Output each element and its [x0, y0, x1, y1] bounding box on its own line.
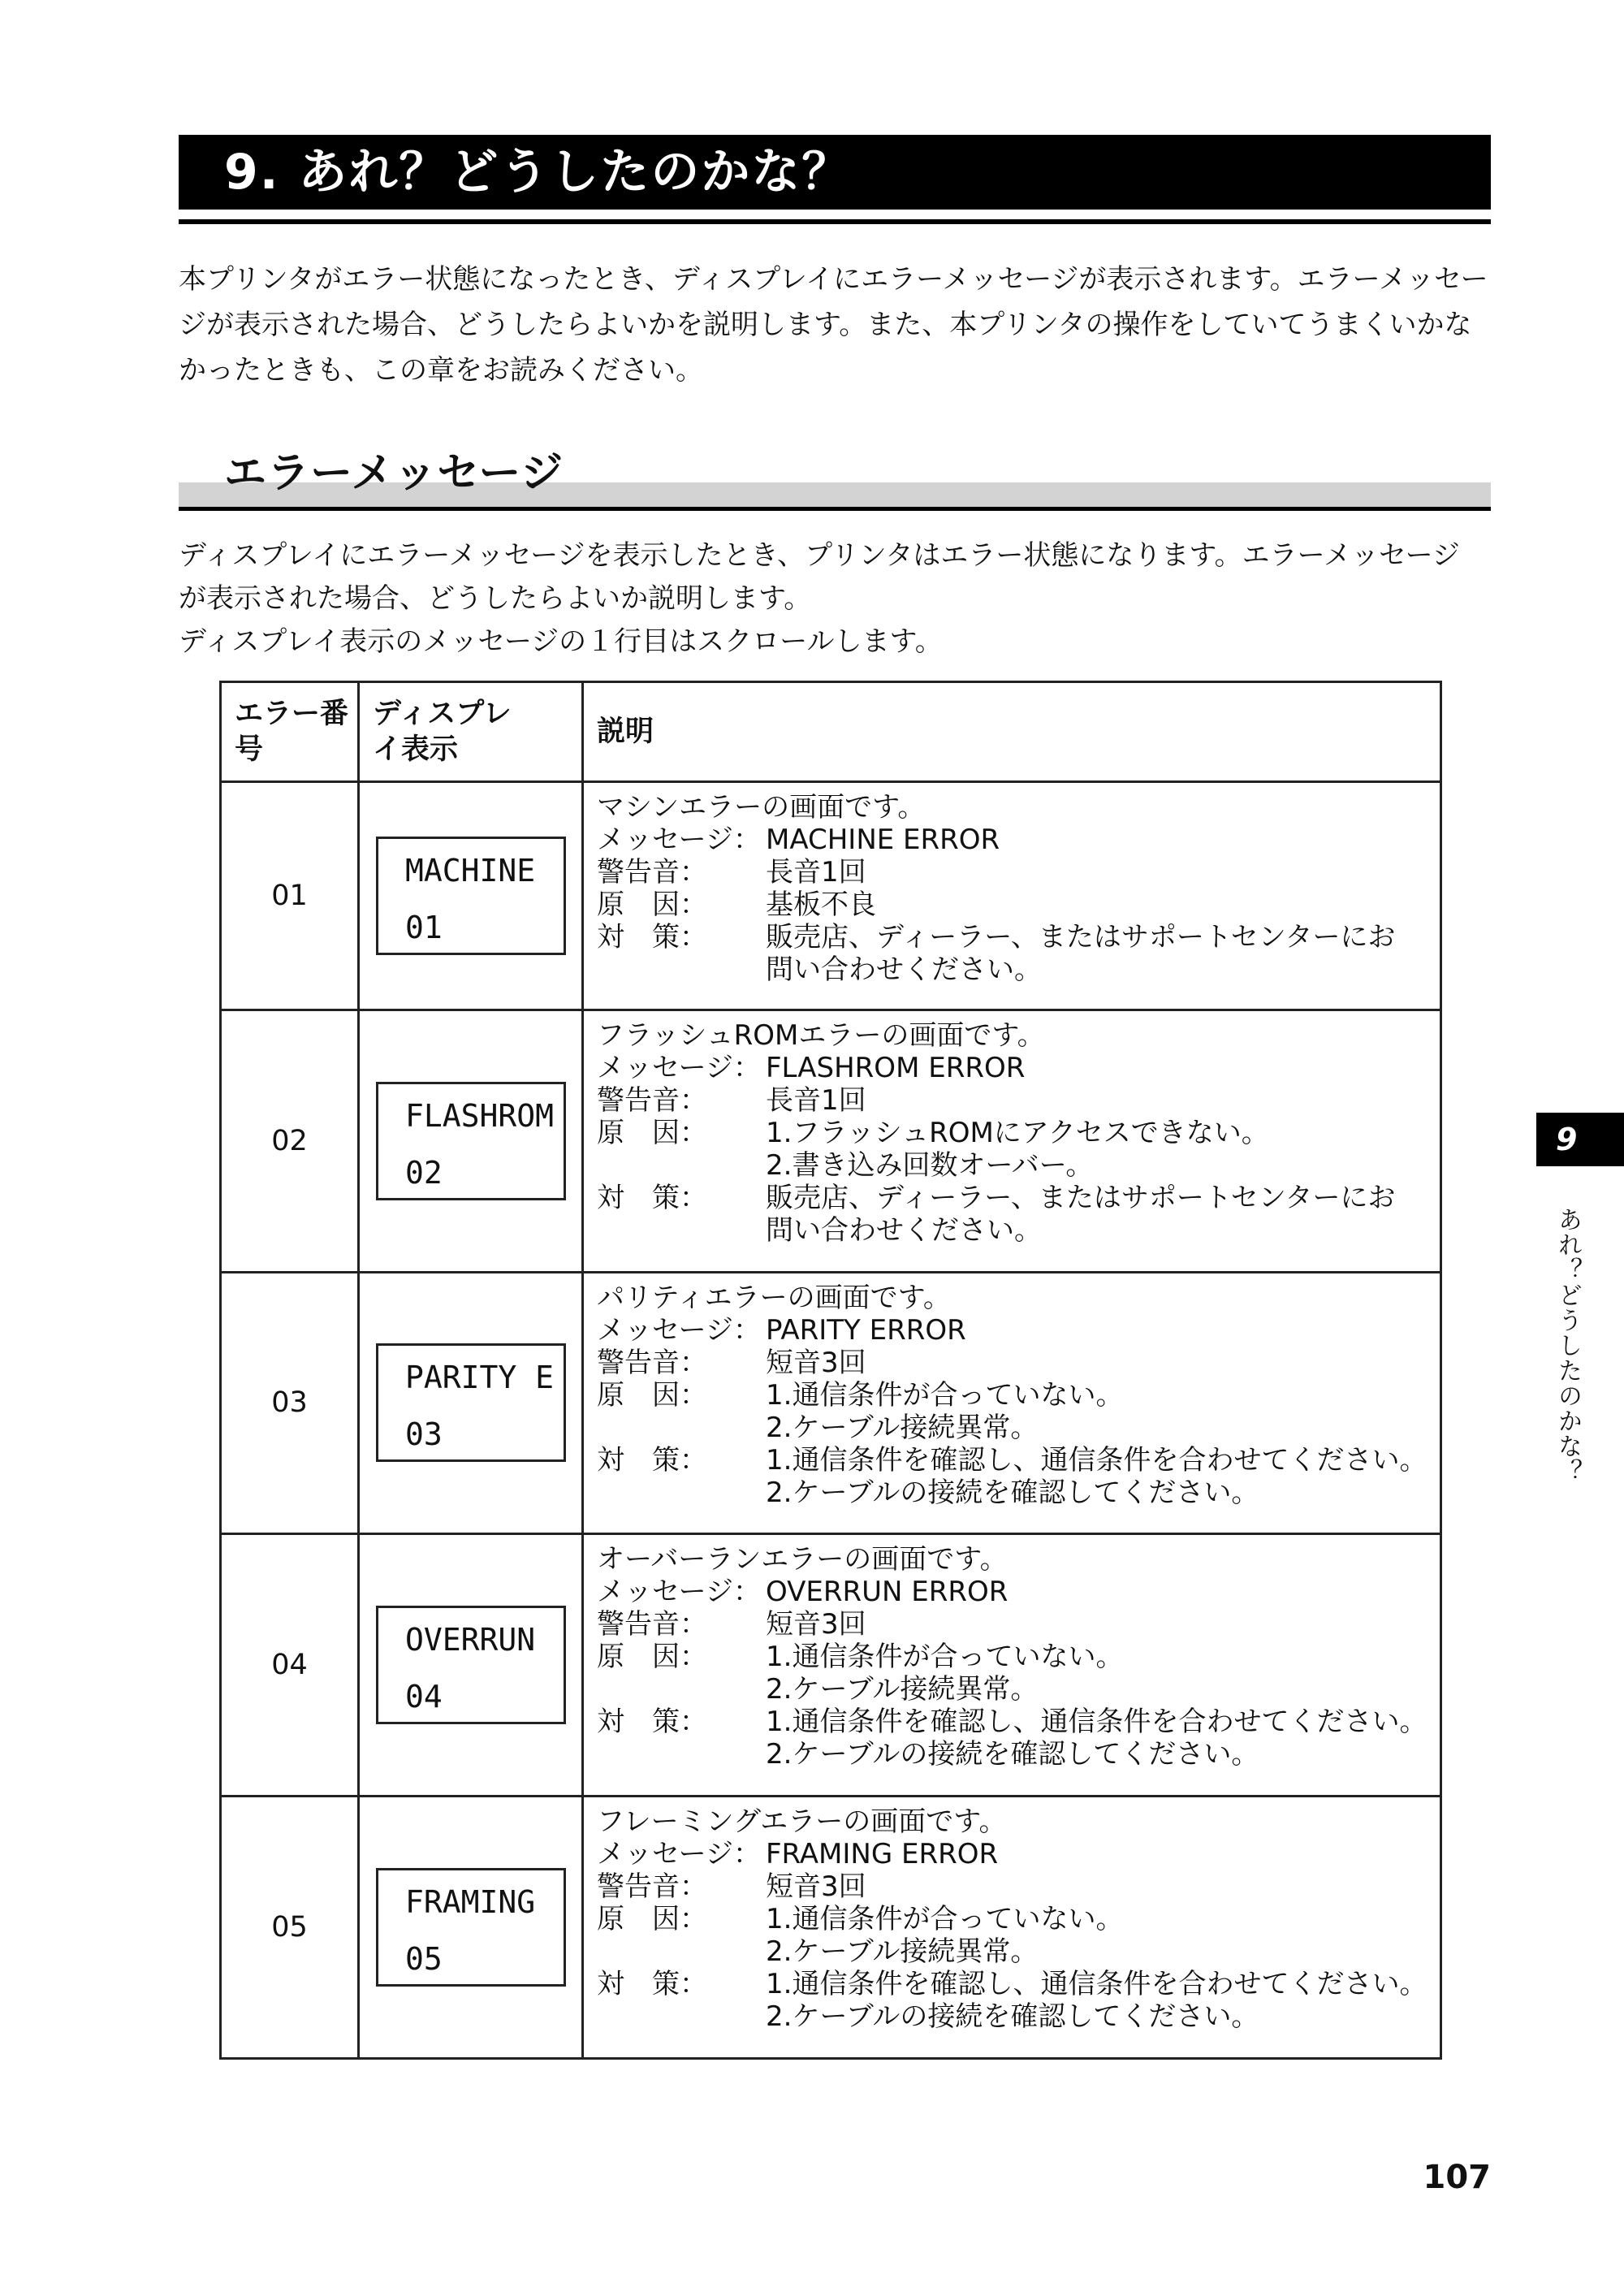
error-number: 03	[221, 1272, 359, 1534]
display-cell	[359, 782, 583, 1010]
description-label: 警告音：	[597, 1346, 707, 1379]
description-value-line: 販売店、ディーラー、またはサポートセンターにお	[766, 921, 1396, 953]
table-row	[221, 782, 1441, 1010]
chapter-side-label: あれ？どうしたのかな？	[1553, 1207, 1582, 1484]
description-value-line: 2.ケーブル接続異常。	[766, 1935, 1039, 1969]
error-number: 04	[221, 1534, 359, 1797]
description-values	[766, 889, 1440, 921]
lead-line: ディスプレイにエラーメッセージを表示したとき、プリンタはエラー状態になります。エラーメッセージ	[179, 539, 1460, 572]
description-value-line: 短音3回	[766, 1870, 866, 1904]
description-title: パリティエラーの画面です。	[597, 1281, 951, 1314]
lead-line: が表示された場合、どうしたらよいか説明します。	[179, 582, 812, 615]
description-item	[597, 1314, 1440, 1347]
description-label: 原 因：	[597, 1641, 707, 1674]
header-description: 説明	[583, 682, 1441, 782]
description-label: メッセージ：	[597, 1576, 761, 1609]
description-value-line: 1.通信条件を確認し、通信条件を合わせてください。	[766, 1443, 1427, 1477]
description-label: メッセージ：	[597, 824, 761, 856]
description-values	[766, 1706, 1440, 1771]
description-value-line: FRAMING ERROR	[766, 1838, 999, 1871]
description-values	[766, 1838, 1440, 1870]
description-item	[597, 1117, 1440, 1182]
chapter-rule	[179, 219, 1491, 224]
description-label: 対 策：	[597, 921, 707, 953]
description-cell	[583, 1272, 1441, 1534]
description-value-line: 1.通信条件を確認し、通信条件を合わせてください。	[766, 1706, 1427, 1739]
description-item	[597, 1182, 1440, 1247]
description-values	[766, 1968, 1440, 2033]
description-values	[766, 1052, 1440, 1084]
error-number: 05	[221, 1797, 359, 2059]
description-cell	[583, 1534, 1441, 1797]
lcd-line-1: FRAMING	[405, 1884, 536, 1921]
lcd-line-1: FLASHROM	[405, 1097, 555, 1134]
description-label: 原 因：	[597, 889, 707, 921]
error-message-table	[219, 681, 1442, 2060]
description-values	[766, 1347, 1440, 1379]
description-label: メッセージ：	[597, 1051, 761, 1084]
lcd-line-2: 03	[405, 1416, 443, 1453]
description-values	[766, 1576, 1440, 1608]
lcd-line-2: 04	[405, 1679, 443, 1715]
description-value-line: PARITY ERROR	[766, 1313, 966, 1347]
lcd-display	[376, 1082, 566, 1200]
description-item	[597, 856, 1440, 889]
lead-line: ディスプレイ表示のメッセージの１行目はスクロールします。	[179, 625, 943, 658]
description-label: 警告音：	[597, 856, 707, 889]
header-error-number: エラー番号	[221, 682, 359, 782]
description-item	[597, 1838, 1440, 1870]
description-item	[597, 1870, 1440, 1903]
section-rule	[179, 507, 1491, 511]
description-value-line: MACHINE ERROR	[766, 824, 1000, 856]
description-label: メッセージ：	[597, 1838, 761, 1871]
description-label: 原 因：	[597, 1903, 707, 1936]
page-number: 107	[1423, 2159, 1491, 2196]
description-values	[766, 1117, 1440, 1182]
lcd-line-2: 02	[405, 1154, 443, 1191]
description-value-line: 1.通信条件が合っていない。	[766, 1378, 1124, 1412]
description-item	[597, 1576, 1440, 1608]
description-label: 対 策：	[597, 1181, 707, 1214]
header-display: ディスプレイ表示	[359, 682, 583, 782]
description-value-line: 1.通信条件が合っていない。	[766, 1903, 1124, 1936]
description-values	[766, 1641, 1440, 1706]
description-label: 対 策：	[597, 1968, 707, 2001]
description-item	[597, 1641, 1440, 1706]
description-label: 対 策：	[597, 1706, 707, 1739]
description-value-line: 短音3回	[766, 1346, 866, 1379]
chapter-title: 9. あれ？どうしたのかな？	[179, 135, 1491, 210]
description-item	[597, 1379, 1440, 1444]
description-value-line: 1.通信条件を確認し、通信条件を合わせてください。	[766, 1968, 1427, 2001]
description-value-line: 2.ケーブル接続異常。	[766, 1673, 1039, 1706]
description-value-line: 問い合わせください。	[766, 1213, 1042, 1247]
lcd-display	[376, 837, 566, 955]
description-item	[597, 889, 1440, 921]
description-title: フレーミングエラーの画面です。	[597, 1805, 1007, 1839]
description-values	[766, 1870, 1440, 1903]
description-cell	[583, 1010, 1441, 1272]
description-label: 原 因：	[597, 1378, 707, 1412]
description-values	[766, 1314, 1440, 1347]
description-value-line: 長音1回	[766, 856, 866, 889]
description-values	[766, 856, 1440, 889]
description-values	[766, 1444, 1440, 1509]
description-value-line: 2.書き込み回数オーバー。	[766, 1148, 1094, 1182]
description-value-line: 2.ケーブル接続異常。	[766, 1411, 1039, 1444]
description-values	[766, 1379, 1440, 1444]
description-cell	[583, 782, 1441, 1010]
description-label: メッセージ：	[597, 1313, 761, 1347]
table-row	[221, 1534, 1441, 1797]
description-item	[597, 824, 1440, 856]
description-item	[597, 1052, 1440, 1084]
chapter-tab: 9	[1536, 1113, 1624, 1166]
lcd-line-1: OVERRUN	[405, 1622, 536, 1658]
description-value-line: FLASHROM ERROR	[766, 1051, 1026, 1084]
lcd-display	[376, 1606, 566, 1724]
description-value-line: OVERRUN ERROR	[766, 1576, 1009, 1609]
lcd-display	[376, 1343, 566, 1462]
error-number: 01	[221, 782, 359, 1010]
description-value-line: 2.ケーブルの接続を確認してください。	[766, 1738, 1259, 1771]
description-value-line: 販売店、ディーラー、またはサポートセンターにお	[766, 1181, 1396, 1214]
description-title: マシンエラーの画面です。	[597, 791, 926, 824]
display-cell	[359, 1797, 583, 2059]
description-value-line: 基板不良	[766, 889, 876, 921]
description-value-line: 長音1回	[766, 1083, 866, 1117]
description-cell	[583, 1797, 1441, 2059]
table-row	[221, 1272, 1441, 1534]
description-item	[597, 1347, 1440, 1379]
description-values	[766, 1084, 1440, 1117]
description-item	[597, 1968, 1440, 2033]
lcd-line-2: 05	[405, 1941, 443, 1978]
description-item	[597, 1706, 1440, 1771]
section-title: エラーメッセージ	[224, 449, 564, 498]
description-value-line: 2.ケーブルの接続を確認してください。	[766, 1476, 1259, 1509]
display-cell	[359, 1272, 583, 1534]
description-label: 原 因：	[597, 1116, 707, 1149]
description-item	[597, 1608, 1440, 1641]
description-values	[766, 1182, 1440, 1247]
error-number: 02	[221, 1010, 359, 1272]
display-cell	[359, 1534, 583, 1797]
table-row	[221, 1010, 1441, 1272]
description-label: 警告音：	[597, 1083, 707, 1117]
description-label: 警告音：	[597, 1870, 707, 1904]
description-title: オーバーランエラーの画面です。	[597, 1543, 1008, 1576]
description-label: 対 策：	[597, 1443, 707, 1477]
section-lead	[179, 534, 1491, 664]
table-header-row	[221, 682, 1441, 782]
description-value-line: 短音3回	[766, 1608, 866, 1641]
display-cell	[359, 1010, 583, 1272]
table-row	[221, 1797, 1441, 2059]
lcd-line-2: 01	[405, 909, 443, 945]
description-values	[766, 1903, 1440, 1968]
description-value-line: 問い合わせください。	[766, 953, 1042, 986]
description-values	[766, 921, 1440, 986]
description-item	[597, 921, 1440, 986]
description-item	[597, 1084, 1440, 1117]
description-values	[766, 824, 1440, 856]
lcd-line-1: MACHINE	[405, 852, 536, 889]
description-value-line: 2.ケーブルの接続を確認してください。	[766, 2000, 1259, 2034]
description-value-line: 1.通信条件が合っていない。	[766, 1641, 1124, 1674]
lcd-display	[376, 1868, 566, 1987]
description-item	[597, 1444, 1440, 1509]
description-title: フラッシュROMエラーの画面です。	[597, 1018, 1045, 1052]
description-value-line: 1.フラッシュROMにアクセスできない。	[766, 1116, 1269, 1149]
description-item	[597, 1903, 1440, 1968]
description-label: 警告音：	[597, 1608, 707, 1641]
description-values	[766, 1608, 1440, 1641]
intro-paragraph: 本プリンタがエラー状態になったとき、ディスプレイにエラーメッセージが表示されます。エラーメッセージが表示された場合、どうしたらよいかを説明します。また、本プリンタの操作をしていてうまくいかなかったときも、この章をお読みください。	[179, 263, 1488, 387]
lcd-line-1: PARITY E	[405, 1360, 555, 1396]
